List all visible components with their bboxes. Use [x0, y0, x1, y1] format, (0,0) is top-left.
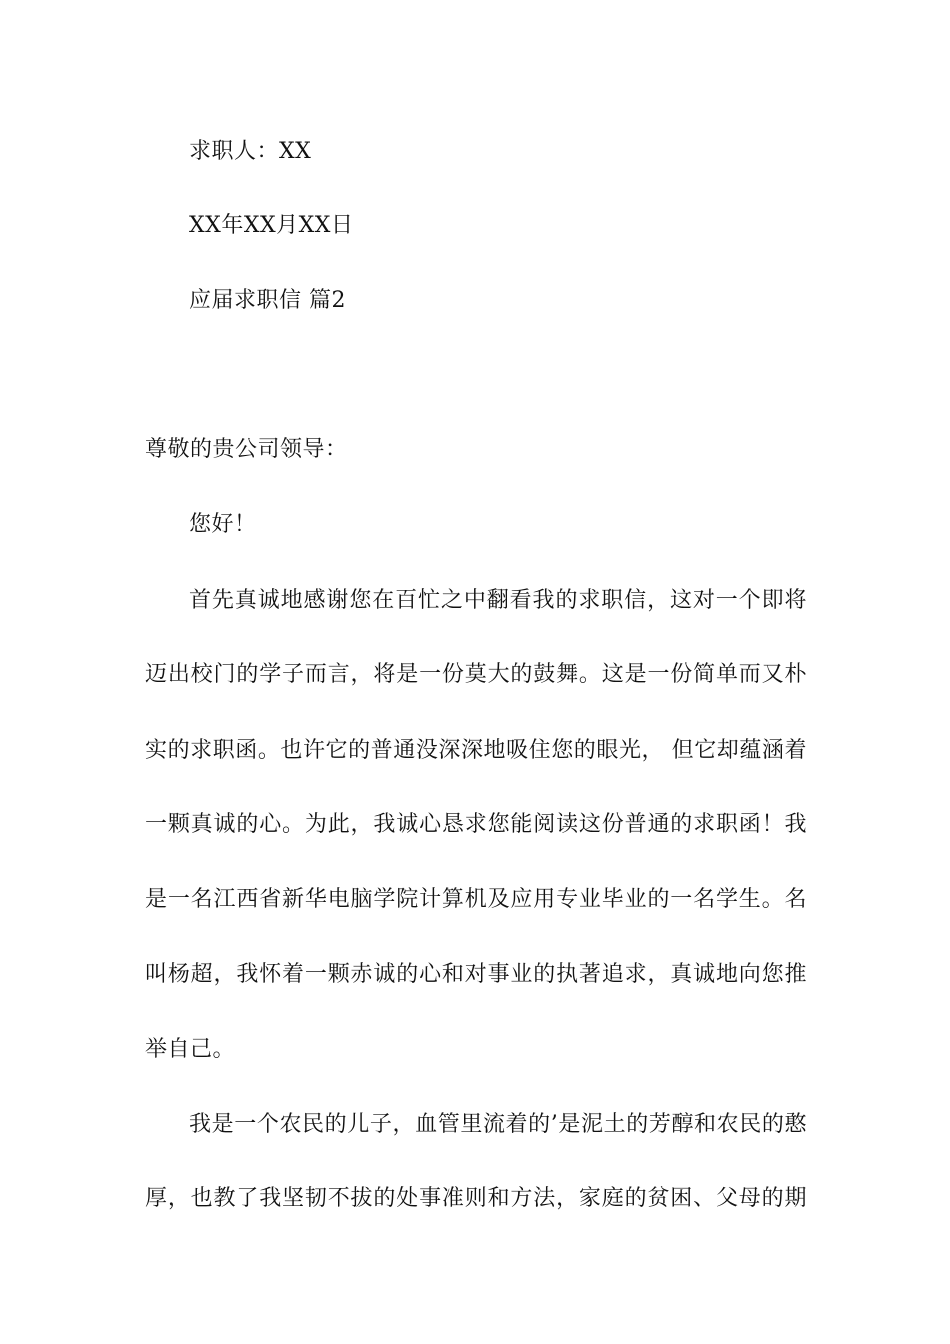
paragraph2-line-1: 我是一个农民的儿子，血管里流着的’是泥土的芳醇和农民的憨	[189, 1112, 807, 1137]
paragraph1-line-3: 实的求职函。也许它的普通没深深地吸住您的眼光， 但它却蕴涵着	[145, 738, 807, 763]
date-line: XX年XX月XX日	[189, 213, 354, 238]
paragraph1-line-7: 举自己。	[145, 1037, 236, 1062]
greeting: 您好！	[189, 512, 257, 537]
paragraph1-line-6: 叫杨超，我怀着一颗赤诚的心和对事业的执著追求，真诚地向您推	[145, 962, 807, 987]
signature-line: 求职人：XX	[189, 139, 312, 164]
section-title: 应届求职信 篇2	[189, 288, 346, 313]
paragraph1-line-4: 一颗真诚的心。为此，我诚心恳求您能阅读这份普通的求职函！我	[145, 812, 807, 837]
salutation: 尊敬的贵公司领导：	[145, 437, 348, 462]
paragraph1-line-2: 迈出校门的学子而言，将是一份莫大的鼓舞。这是一份简单而又朴	[145, 662, 807, 687]
paragraph1-line-5: 是一名江西省新华电脑学院计算机及应用专业毕业的一名学生。名	[145, 887, 807, 912]
paragraph2-line-2: 厚，也教了我坚韧不拔的处事准则和方法，家庭的贫困、父母的期	[145, 1186, 807, 1211]
paragraph1-line-1: 首先真诚地感谢您在百忙之中翻看我的求职信，这对一个即将	[189, 588, 807, 613]
